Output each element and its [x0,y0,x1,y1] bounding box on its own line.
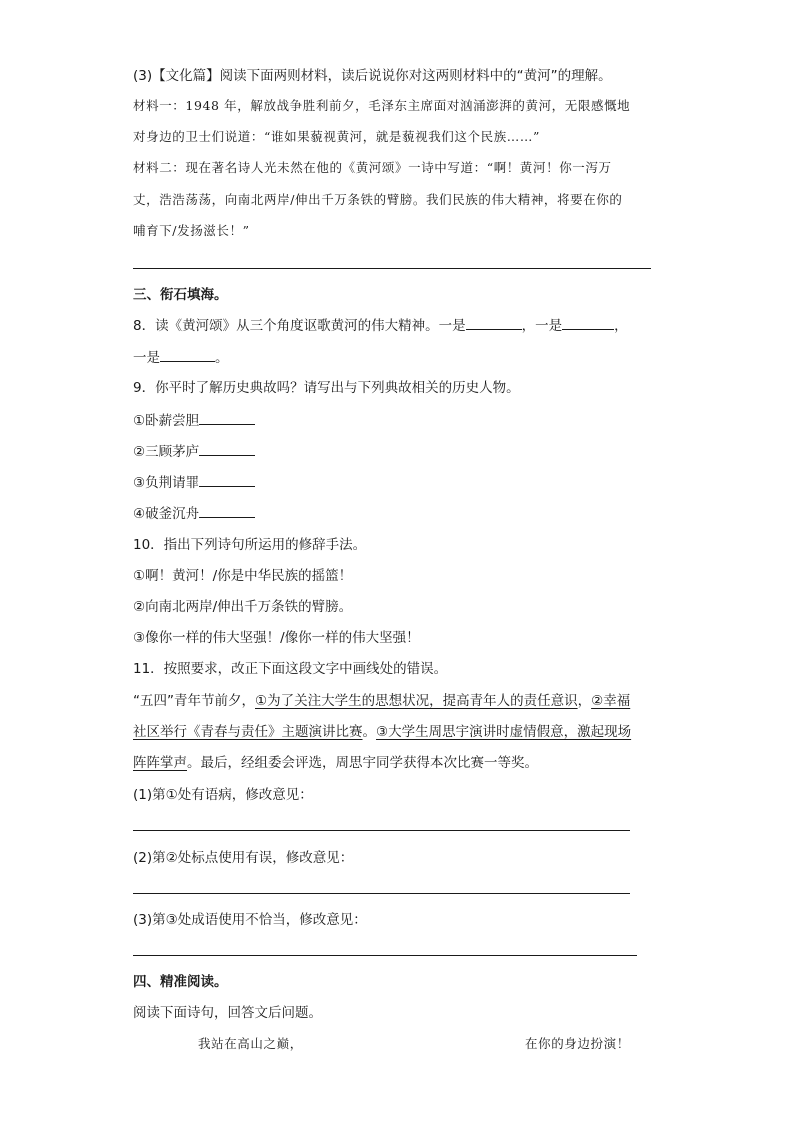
q3-answer-line[interactable] [133,268,651,269]
q11-sub2-answer-line[interactable] [133,893,630,894]
q11-underline-1: ①为了关注大学生的思想状况，提高青年人的责任意识 [255,693,578,709]
q11-sub2: (2)第②处标点使用有误，修改意见： [133,850,354,866]
q8-text-d: 一是 [133,350,160,366]
q10-prompt: 10．指出下列诗句所运用的修辞手法。 [133,537,367,553]
q11-underline-3a: ③大学生周思宇演讲时虚情假意，激起现场 [376,724,632,740]
q9-item-2 [133,441,255,462]
material2-line1: 材料二：现在著名诗人光未然在他的《黄河颂》一诗中写道：“啊！黄河！你一泻万 [133,160,612,175]
q8-text-a: 8．读《黄河颂》从三个角度讴歌黄河的伟大精神。一是 [133,318,466,334]
q10-item-3: ③像你一样的伟大坚强！/像你一样的伟大坚强！ [133,630,420,646]
material2-line3: 哺育下/发扬滋长！” [133,223,250,238]
q11-underline-2b: 社区举行《青春与责任》主题演讲比赛 [133,724,363,740]
q9-item-3 [133,472,255,493]
q8-blank-2[interactable] [562,315,614,330]
q9-item-label: ②三顾茅庐 [133,444,200,460]
q11-underline-2a: ②幸福 [591,693,631,709]
q11-paragraph-line2 [133,722,631,742]
q11-sub1-answer-line[interactable] [133,830,630,831]
q11-sub3: (3)第③处成语使用不恰当，修改意见： [133,912,367,928]
q9-item-label: ③负荆请罪 [133,475,200,491]
section4-heading: 四、精准阅读。 [133,974,228,990]
q8-text-e: 。 [215,350,229,366]
q11-underline-3b: 阵阵掌声 [133,755,187,771]
q9-item-4 [133,503,255,524]
q11-text: 。最后，经组委会评选，周思宇同学获得本次比赛一等奖。 [187,755,538,771]
q11-sub3-answer-line[interactable] [133,955,637,956]
q11-text: “五四”青年节前夕， [133,693,255,709]
q9-item-label: ④破釜沉舟 [133,506,200,522]
q9-item-1 [133,410,255,431]
q11-paragraph-line3 [133,753,538,773]
material1-line1: 材料一：1948 年，解放战争胜利前夕，毛泽东主席面对汹涌澎湃的黄河，无限感慨地 [133,98,631,113]
q10-item-1: ①啊！黄河！/你是中华民族的摇篮！ [133,568,353,584]
q9-blank-1[interactable] [199,410,255,425]
q9-item-label: ①卧薪尝胆 [133,413,200,429]
q8-blank-1[interactable] [466,315,522,330]
material1-line2: 对身边的卫士们说道：“谁如果藐视黄河，就是藐视我们这个民族……” [133,129,540,144]
q8-blank-3[interactable] [160,347,215,362]
q9-blank-2[interactable] [199,441,255,456]
q9-prompt: 9．你平时了解历史典故吗？请写出与下列典故相关的历史人物。 [133,380,520,396]
q10-item-2: ②向南北两岸/伸出千万条铁的臂膀。 [133,599,353,615]
q11-sub1: (1)第①处有语病，修改意见： [133,787,313,803]
q9-blank-4[interactable] [199,503,255,518]
q8-line2 [133,347,229,368]
material2-line2: 丈，浩浩荡荡，向南北两岸/伸出千万条铁的臂膀。我们民族的伟大精神，将要在你的 [133,192,623,207]
q11-prompt: 11．按照要求，改正下面这段文字中画线处的错误。 [133,661,448,677]
section3-heading: 三、衔石填海。 [133,287,228,303]
q8-line1 [133,315,628,336]
q3-prompt: (3)【文化篇】阅读下面两则材料，读后说说你对这两则材料中的“黄河”的理解。 [133,68,612,84]
q9-blank-3[interactable] [199,472,255,487]
section4-intro: 阅读下面诗句，回答文后问题。 [133,1005,322,1021]
q11-text: ， [577,693,592,709]
poem-line-left: 我站在高山之巅， [198,1036,303,1051]
q8-text-c: ， [614,318,628,334]
q11-text: 。 [362,724,376,740]
q8-text-b: ，一是 [521,318,563,334]
poem-line-right: 在你的身边扮演！ [525,1036,630,1051]
q11-paragraph-line1 [133,691,630,711]
